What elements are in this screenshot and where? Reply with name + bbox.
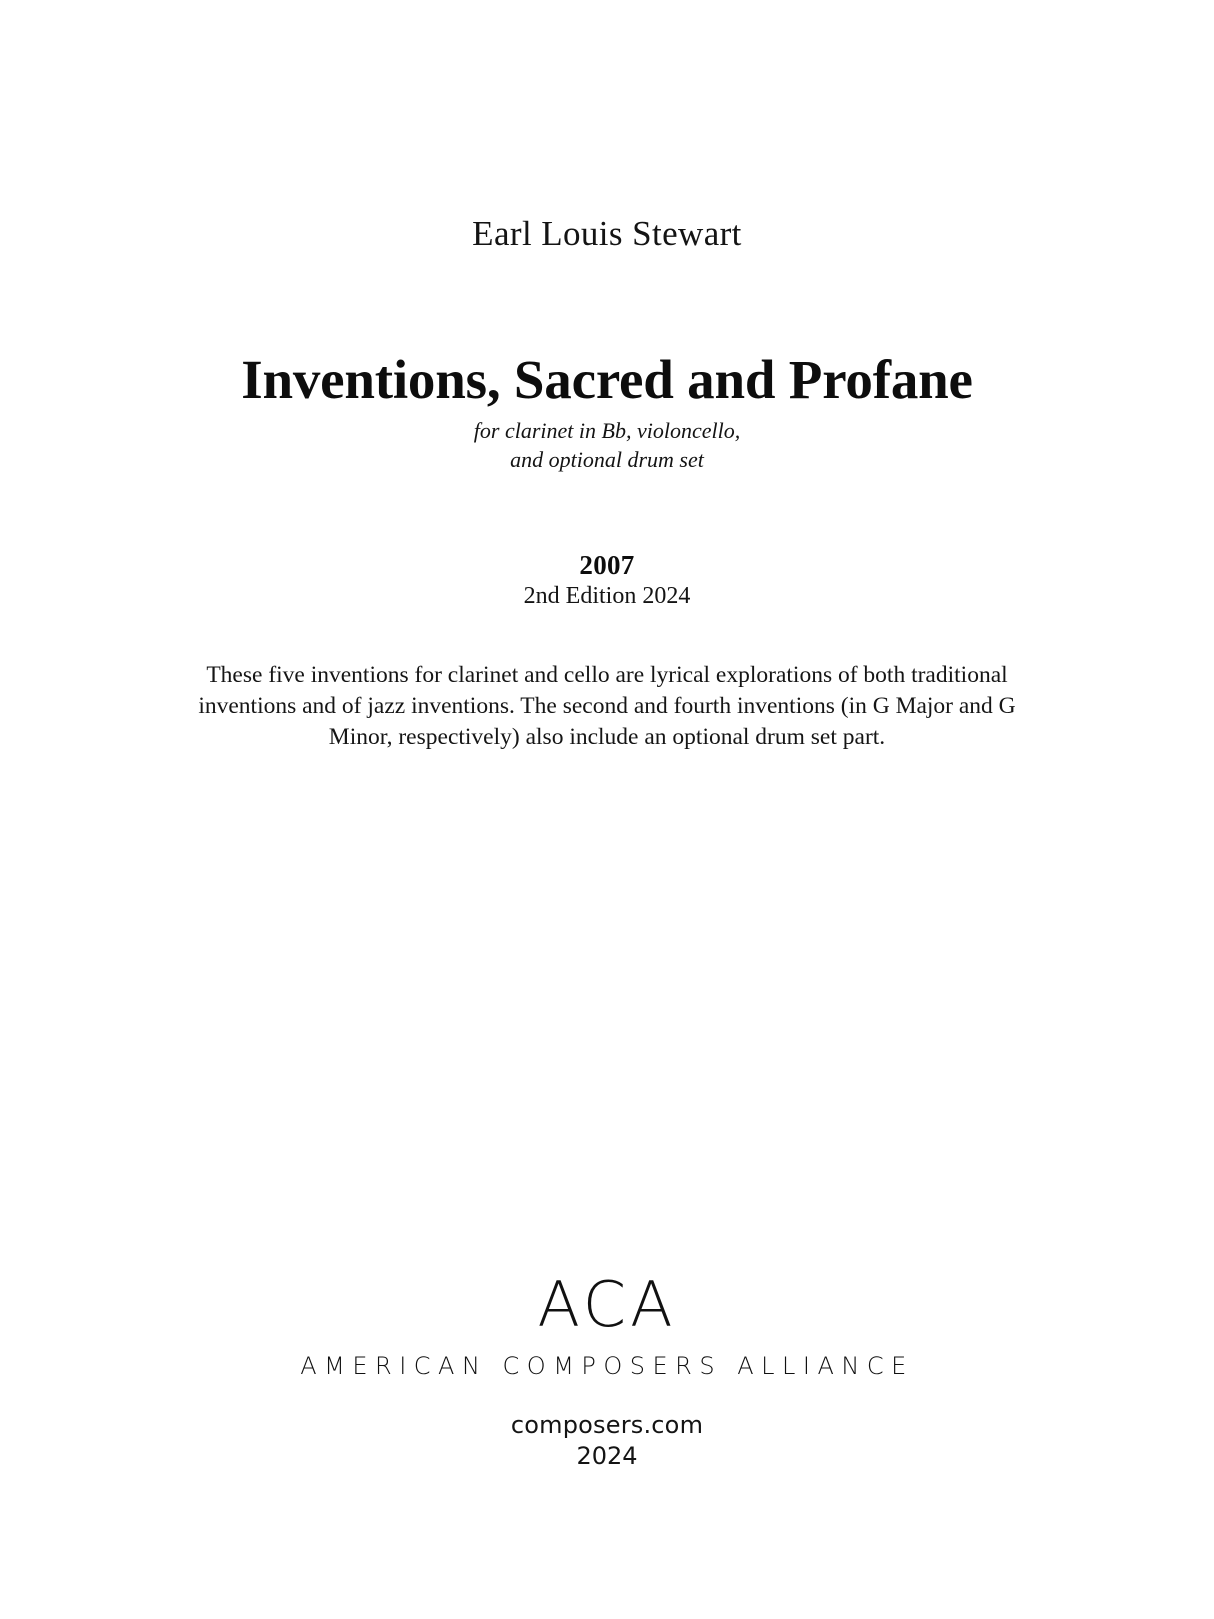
- composer-name: Earl Louis Stewart: [472, 214, 742, 253]
- copyright-year: 2024: [576, 1442, 638, 1470]
- instrumentation-line-1: for clarinet in Bb, violoncello,: [473, 418, 741, 443]
- edition-statement: 2nd Edition 2024: [523, 583, 691, 609]
- instrumentation-line-2: and optional drum set: [510, 447, 704, 472]
- program-note: These five inventions for clarinet and cello are lyrical explorations of both traditional inventions and of jazz inventions. The second and fourth inventions (in G Major and G Minor, respectively) also include an optional drum set part.: [198, 662, 1016, 750]
- aca-logo: ACA: [537, 1268, 677, 1341]
- publisher-name: AMERICAN COMPOSERS ALLIANCE: [300, 1352, 914, 1380]
- publisher-website[interactable]: composers.com: [510, 1411, 704, 1439]
- publisher-block: [0, 1268, 1214, 1472]
- page-title: Inventions, Sacred and Profane: [241, 349, 973, 410]
- composition-year: 2007: [579, 550, 635, 580]
- instrumentation-block: [0, 416, 1214, 474]
